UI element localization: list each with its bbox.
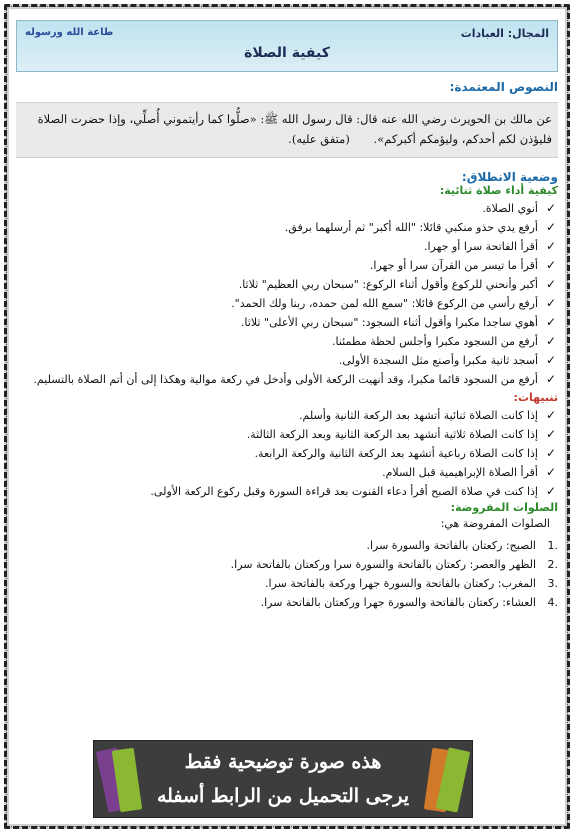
lesson-title: كيفية الصلاة bbox=[244, 45, 330, 61]
unit-label: طاعة الله ورسوله bbox=[25, 27, 114, 38]
notes-list bbox=[16, 406, 558, 501]
item-number: 1. bbox=[547, 539, 558, 552]
list-item: ✓ أقرأ الصلاة الإبراهيمية قبل السلام. bbox=[16, 463, 558, 482]
list-item: ✓ أكبر وأنحني للركوع وأقول أثناء الركوع: "سبحان ربي العظيم" ثلاثا. bbox=[16, 275, 558, 294]
field-label: المجال: العبادات bbox=[460, 27, 549, 40]
list-item bbox=[16, 593, 558, 612]
header-banner bbox=[16, 20, 558, 72]
list-item: ✓ أرفع من السجود قائما مكبرا، وقد أنهيت الركعة الأولى وأدخل في ركعة موالية وهكذا إلى أن أتم الصلاة بالتسليم. bbox=[16, 370, 558, 389]
list-item: ✓ إذا كانت الصلاة ثنائية أتشهد بعد الركعة الثانية وأسلم. bbox=[16, 406, 558, 425]
list-item: ✓ أهوي ساجدا مكبرا وأقول أثناء السجود: "سبحان ربي الأعلى" ثلاثا. bbox=[16, 313, 558, 332]
hadith-box bbox=[16, 102, 558, 158]
list-item: ✓ إذا كانت الصلاة ثلاثية أتشهد بعد الركعة الثانية وبعد الركعة الثالثة. bbox=[16, 425, 558, 444]
notes-heading: تنبيهات: bbox=[513, 391, 558, 404]
steps-list bbox=[16, 199, 558, 389]
list-item bbox=[16, 574, 558, 593]
list-item: ✓ إذا كنت في صلاة الصبح أقرأ دعاء القنوت بعد قراءة السورة وقبل ركوع الركعة الأولى. bbox=[16, 482, 558, 501]
banner-line-1: هذه صورة توضيحية فقط bbox=[184, 751, 382, 773]
list-item: ✓ إذا كانت الصلاة رباعية أتشهد بعد الركعة الثانية والركعة الرابعة. bbox=[16, 444, 558, 463]
texts-heading: النصوص المعتمدة: bbox=[449, 80, 558, 94]
list-item: ✓ أرفع من السجود مكبرا وأجلس لحظة مطمئنا. bbox=[16, 332, 558, 351]
hadith-text: عن مالك بن الحويرث رضي الله عنه قال: قال رسول الله ﷺ: «صلُّوا كما رأيتموني أُصلِّي، وإذا حضرت الصلاة فليؤذن لكم أحدكم، وليؤمكم أكبركم». bbox=[37, 112, 552, 146]
item-text: الظهر والعصر: ركعتان بالفاتحة والسورة سرا وركعتان بالفاتحة سرا. bbox=[230, 558, 536, 571]
prayers-intro: الصلوات المفروضة هي: bbox=[440, 517, 550, 530]
start-heading: وضعية الانطلاق: bbox=[461, 170, 558, 184]
list-item: ✓ أرفع رأسي من الركوع قائلا: "سمع الله لمن حمده، ربنا ولك الحمد". bbox=[16, 294, 558, 313]
list-item: ✓ أنوي الصلاة. bbox=[16, 199, 558, 218]
hadith-source: (متفق عليه). bbox=[288, 132, 350, 146]
list-item: ✓ أقرأ ما تيسر من القرآن سرا أو جهرا. bbox=[16, 256, 558, 275]
download-banner bbox=[93, 740, 473, 818]
list-item: ✓ أسجد ثانية مكبرا وأصنع مثل السجدة الأولى. bbox=[16, 351, 558, 370]
item-number: 2. bbox=[547, 558, 558, 571]
list-item bbox=[16, 555, 558, 574]
document-page bbox=[16, 20, 558, 612]
item-text: الصبح: ركعتان بالفاتحة والسورة سرا. bbox=[366, 539, 536, 552]
item-number: 3. bbox=[547, 577, 558, 590]
item-text: العشاء: ركعتان بالفاتحة والسورة جهرا وركعتان بالفاتحة سرا. bbox=[260, 596, 536, 609]
banner-line-2: يرجى التحميل من الرابط أسفله bbox=[156, 785, 410, 807]
list-item: ✓ أرفع يدي حذو منكبي قائلا: "الله أكبر" ثم أرسلهما برفق. bbox=[16, 218, 558, 237]
start-subheading: كيفية أداء صلاة ثنائية: bbox=[439, 184, 558, 197]
item-text: المغرب: ركعتان بالفاتحة والسورة جهرا وركعة بالفاتحة سرا. bbox=[265, 577, 536, 590]
prayers-list bbox=[16, 536, 558, 612]
prayers-heading: الصلوات المفروضة: bbox=[450, 501, 558, 514]
list-item bbox=[16, 536, 558, 555]
item-number: 4. bbox=[547, 596, 558, 609]
list-item: ✓ أقرأ الفاتحة سرا أو جهرا. bbox=[16, 237, 558, 256]
